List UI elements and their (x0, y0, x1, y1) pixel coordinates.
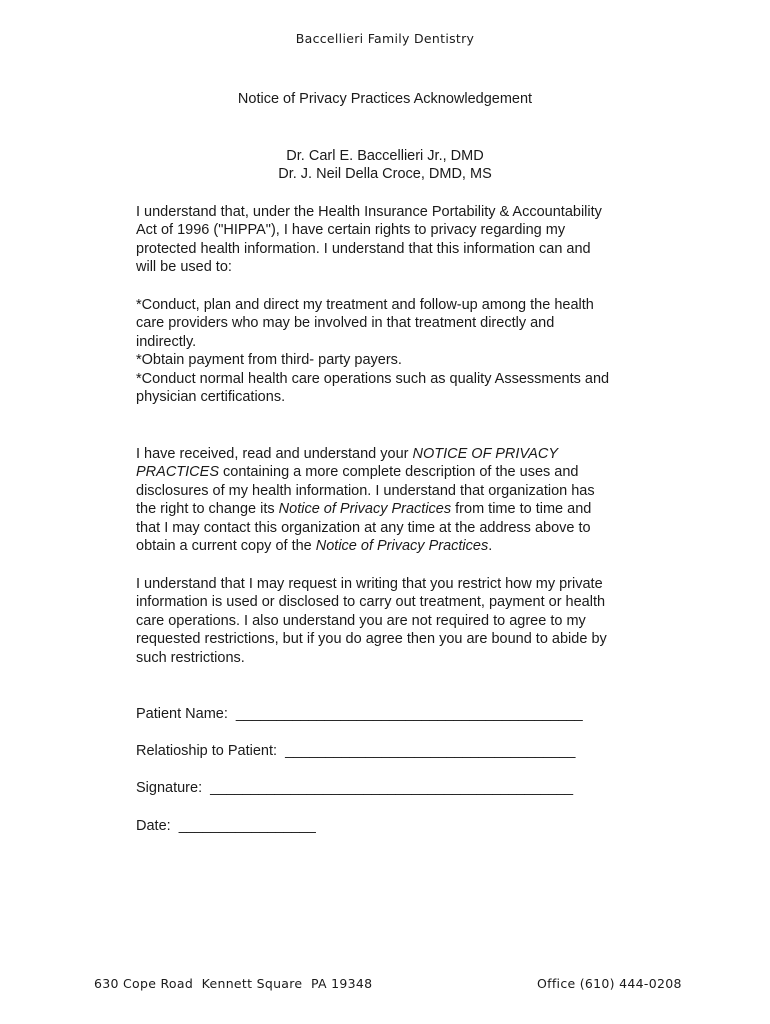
intro-paragraph (136, 203, 646, 277)
uses-item-2: *Obtain payment from third- party payers. (136, 352, 402, 369)
received-line (136, 537, 646, 555)
notice-emphasis: Notice of Privacy Practices (278, 501, 452, 518)
restrict-line: such restrictions. (136, 649, 245, 666)
received-paragraph (136, 445, 646, 555)
uses-item-1: care providers who may be involved in that treatment directly and (136, 315, 555, 332)
received-text: obtain a current copy of the (136, 538, 316, 555)
uses-item-3: physician certifications. (136, 389, 286, 406)
intro-line: Act of 1996 ("HIPPA"), I have certain rights to privacy regarding my (136, 222, 566, 239)
received-text: from time to time and (451, 501, 592, 518)
notice-emphasis: NOTICE OF PRIVACY (412, 446, 559, 462)
received-line (136, 463, 646, 481)
page-title: Notice of Privacy Practices Acknowledgement (237, 91, 533, 107)
doctor-1: Dr. Carl E. Baccellieri Jr., DMD (286, 148, 484, 164)
intro-line: protected health information. I understand that this information can and (136, 240, 591, 257)
intro-line: I understand that, under the Health Insurance Portability & Accountability (136, 204, 602, 220)
notice-emphasis: Notice of Privacy Practices (315, 538, 489, 555)
received-line: that I may contact this organization at any time at the address above to (136, 519, 591, 536)
doctor-list (0, 147, 770, 183)
received-line (136, 500, 646, 518)
received-text: I have received, read and understand your (136, 446, 413, 462)
doctor-2: Dr. J. Neil Della Croce, DMD, MS (278, 166, 492, 182)
relationship-field[interactable]: Relatioship to Patient: ____________________________________ (136, 743, 576, 759)
uses-list (136, 296, 646, 406)
uses-item-3: *Conduct normal health care operations such as quality Assessments and (136, 370, 610, 387)
restrict-line: information is used or disclosed to carry out treatment, payment or health (136, 594, 606, 611)
received-line (136, 445, 646, 463)
date-field[interactable]: Date: _________________ (136, 818, 316, 834)
restrict-line: care operations. I also understand you are not required to agree to my (136, 612, 586, 629)
patient-name-field[interactable]: Patient Name: ___________________________________________ (136, 706, 583, 722)
uses-item-1: *Conduct, plan and direct my treatment and follow-up among the health (136, 297, 594, 313)
received-text: the right to change its (136, 501, 279, 518)
signature-field[interactable]: Signature: _____________________________________________ (136, 780, 574, 796)
uses-item-1: indirectly. (136, 333, 197, 350)
received-text: . (488, 538, 493, 555)
practice-name: Baccellieri Family Dentistry (295, 31, 475, 46)
restrict-line: I understand that I may request in writing that you restrict how my private (136, 576, 603, 592)
notice-emphasis: PRACTICES (136, 464, 219, 481)
restriction-paragraph (136, 575, 646, 667)
received-text: containing a more complete description of the uses and (219, 464, 579, 481)
received-line: disclosures of my health information. I understand that organization has (136, 482, 595, 499)
intro-line: will be used to: (136, 259, 232, 276)
restrict-line: requested restrictions, but if you do agree then you are bound to abide by (136, 631, 607, 648)
footer-address: 630 Cope Road Kennett Square PA 19348 (94, 976, 373, 991)
footer-office-phone: Office (610) 444-0208 (537, 976, 682, 991)
